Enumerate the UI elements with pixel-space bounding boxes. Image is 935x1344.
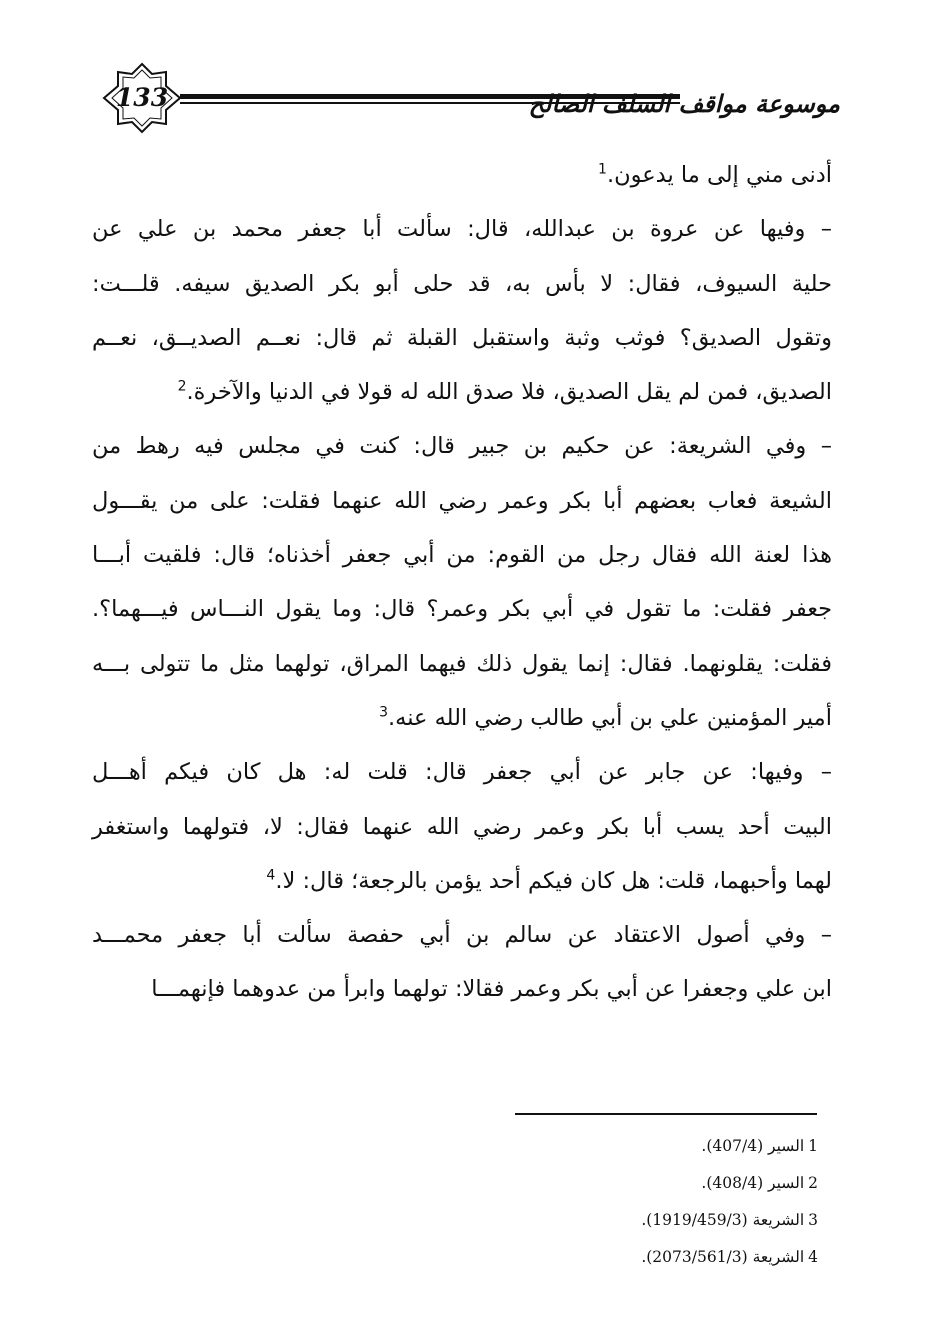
footnote-text: الشريعة (1919/459/3). [641, 1211, 805, 1229]
book-title: موسوعة مواقف السلف الصالح [528, 90, 840, 118]
line-text: لهما وأحبهما، قلت: هل كان فيكم أحد يؤمن بالرجعة؛ قال: لا. [275, 867, 832, 894]
footnote-text: السير (408/4). [701, 1174, 805, 1192]
text-line [92, 800, 832, 854]
line-text: ابن علي وجعفرا عن أبي بكر وعمر فقالا: تولهما وابرأ من عدوهما فإنهمـــا [151, 976, 832, 1003]
line-text: أمير المؤمنين علي بن أبي طالب رضي الله عنه. [388, 704, 832, 731]
footnote-reference[interactable]: 4 [266, 867, 276, 884]
line-text: – وفيها عن عروة بن عبدالله، قال: سألت أبا جعفر محمد بن علي عن [92, 216, 832, 243]
footnote-text: السير (407/4). [701, 1137, 805, 1155]
footnote-number: 2 [808, 1174, 818, 1192]
footnote-item [560, 1202, 818, 1239]
line-text: الصديق، فمن لم يقل الصديق، فلا صدق الله له قولا في الدنيا والآخرة. [186, 379, 832, 406]
footnote-separator [515, 1113, 817, 1115]
text-line [92, 637, 832, 691]
footnote-reference[interactable]: 3 [379, 704, 388, 721]
text-line [92, 202, 832, 256]
line-text: فقلت: يقلونهما. فقال: إنما يقول ذلك فيهما المراق، تولهما مثل ما تتولى بـــه [92, 650, 832, 677]
text-line [92, 419, 832, 473]
text-line [92, 908, 832, 962]
line-text: جعفر فقلت: ما تقول في أبي بكر وعمر؟ قال: وما يقول النـــاس فيـــهما؟. [92, 596, 832, 623]
footnote-reference[interactable]: 1 [598, 161, 607, 178]
line-text: أدنى مني إلى ما يدعون. [606, 162, 832, 188]
text-line [92, 528, 832, 582]
page-number-badge [100, 62, 184, 134]
text-line [92, 365, 832, 419]
page-number: 133 [115, 83, 169, 112]
line-text: وتقول الصديق؟ فوثب وثبة واستقبل القبلة ثم قال: نعــم الصديــق، نعــم [92, 324, 832, 351]
footnote-number: 3 [808, 1211, 818, 1229]
footnote-number: 1 [808, 1137, 818, 1155]
line-text: – وفيها: عن جابر عن أبي جعفر قال: قلت له: هل كان فيكم أهـــل [92, 759, 832, 786]
text-line [92, 148, 832, 202]
text-line [92, 854, 832, 908]
footnote-item [560, 1239, 818, 1276]
footnotes [560, 1128, 818, 1276]
line-text: هذا لعنة الله فقال رجل من القوم: من أبي جعفر أخذناه؛ قال: فلقيت أبـــا [92, 542, 832, 569]
text-line [92, 257, 832, 311]
footnote-text: الشريعة (2073/561/3). [641, 1248, 805, 1266]
footnote-item [560, 1128, 818, 1165]
line-text: – وفي الشريعة: عن حكيم بن جبير قال: كنت في مجلس فيه رهط من [92, 433, 832, 460]
text-line [92, 962, 832, 1016]
line-text: البيت أحد يسب أبا بكر وعمر رضي الله عنهما فقال: لا، فتولهما واستغفر [92, 813, 832, 840]
footnote-item [560, 1165, 818, 1202]
text-line [92, 311, 832, 365]
main-text [92, 148, 832, 1017]
footnote-reference[interactable]: 2 [177, 378, 187, 395]
page-header [100, 62, 840, 134]
text-line [92, 582, 832, 636]
line-text: – وفي أصول الاعتقاد عن سالم بن أبي حفصة سألت أبا جعفر محمـــد [92, 922, 832, 949]
line-text: حلية السيوف، فقال: لا بأس به، قد حلى أبو بكر الصديق سيفه. قلـــت: [92, 270, 832, 297]
text-line [92, 745, 832, 799]
footnote-number: 4 [808, 1248, 818, 1266]
line-text: الشيعة فعاب بعضهم أبا بكر وعمر رضي الله عنهما فقلت: على من يقـــول [92, 487, 832, 514]
text-line [92, 474, 832, 528]
text-line [92, 691, 832, 745]
